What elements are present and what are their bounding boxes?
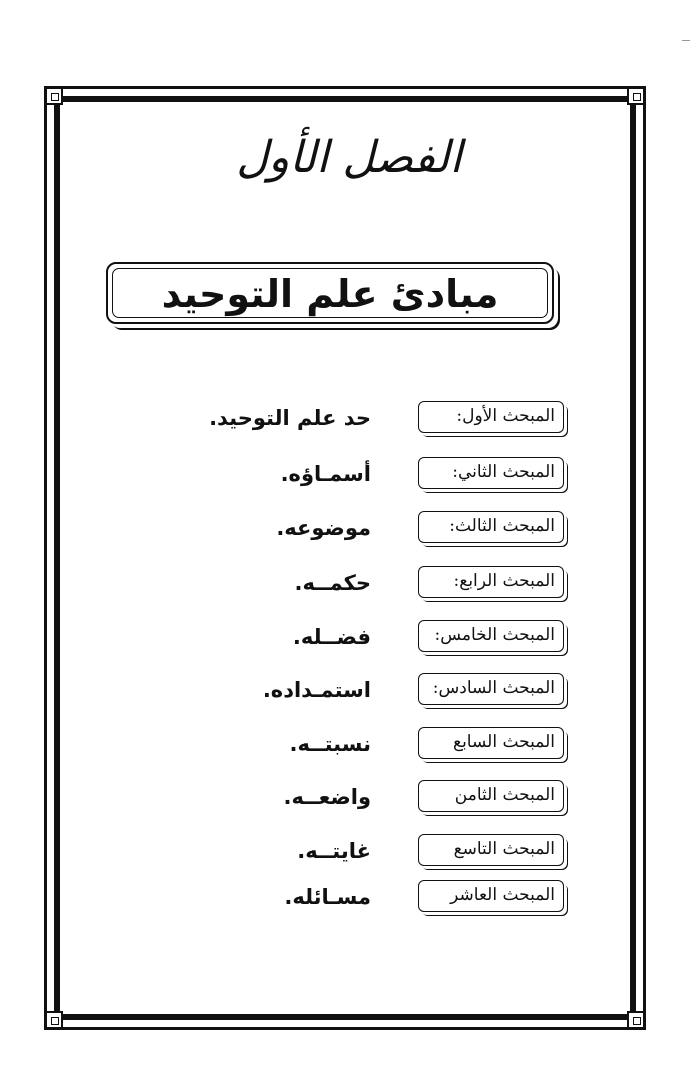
section-label: المبحث الخامس: <box>418 620 564 652</box>
section-topic: أسمـاؤه. <box>280 462 371 486</box>
frame-corner-top-right <box>627 87 645 105</box>
section-label: المبحث الثالث: <box>418 511 564 543</box>
section-label: المبحث السادس: <box>418 673 564 705</box>
section-topic: حكمــه. <box>294 571 371 595</box>
section-label: المبحث الرابع: <box>418 566 564 598</box>
section-label: المبحث التاسع <box>418 834 564 866</box>
section-row <box>0 673 698 707</box>
section-topic: مسـائله. <box>284 885 371 909</box>
chapter-heading: الفصل الأول <box>236 132 462 183</box>
section-topic: غايتــه. <box>297 839 371 863</box>
section-label: المبحث الأول: <box>418 401 564 433</box>
section-label: المبحث السابع <box>418 727 564 759</box>
section-row <box>0 880 698 914</box>
section-row <box>0 727 698 761</box>
chapter-title-box <box>106 262 554 324</box>
section-label: المبحث الثاني: <box>418 457 564 489</box>
section-row <box>0 780 698 814</box>
section-topic: فضــله. <box>292 625 371 649</box>
section-row <box>0 566 698 600</box>
section-topic: نسبتــه. <box>289 732 371 756</box>
section-row <box>0 457 698 491</box>
section-topic: حد علم التوحيد. <box>209 406 371 430</box>
section-topic: واضعــه. <box>283 785 371 809</box>
chapter-title: مبادئ علم التوحيد <box>161 272 499 316</box>
section-row <box>0 401 698 435</box>
section-label: المبحث العاشر <box>418 880 564 912</box>
section-row <box>0 834 698 868</box>
frame-corner-top-left <box>45 87 63 105</box>
frame-corner-bottom-right <box>627 1011 645 1029</box>
section-topic: موضوعه. <box>276 516 371 540</box>
frame-corner-bottom-left <box>45 1011 63 1029</box>
scan-edge-mark <box>682 40 690 41</box>
section-topic: استمـداده. <box>262 678 371 702</box>
section-row <box>0 511 698 545</box>
section-row <box>0 620 698 654</box>
section-label: المبحث الثامن <box>418 780 564 812</box>
